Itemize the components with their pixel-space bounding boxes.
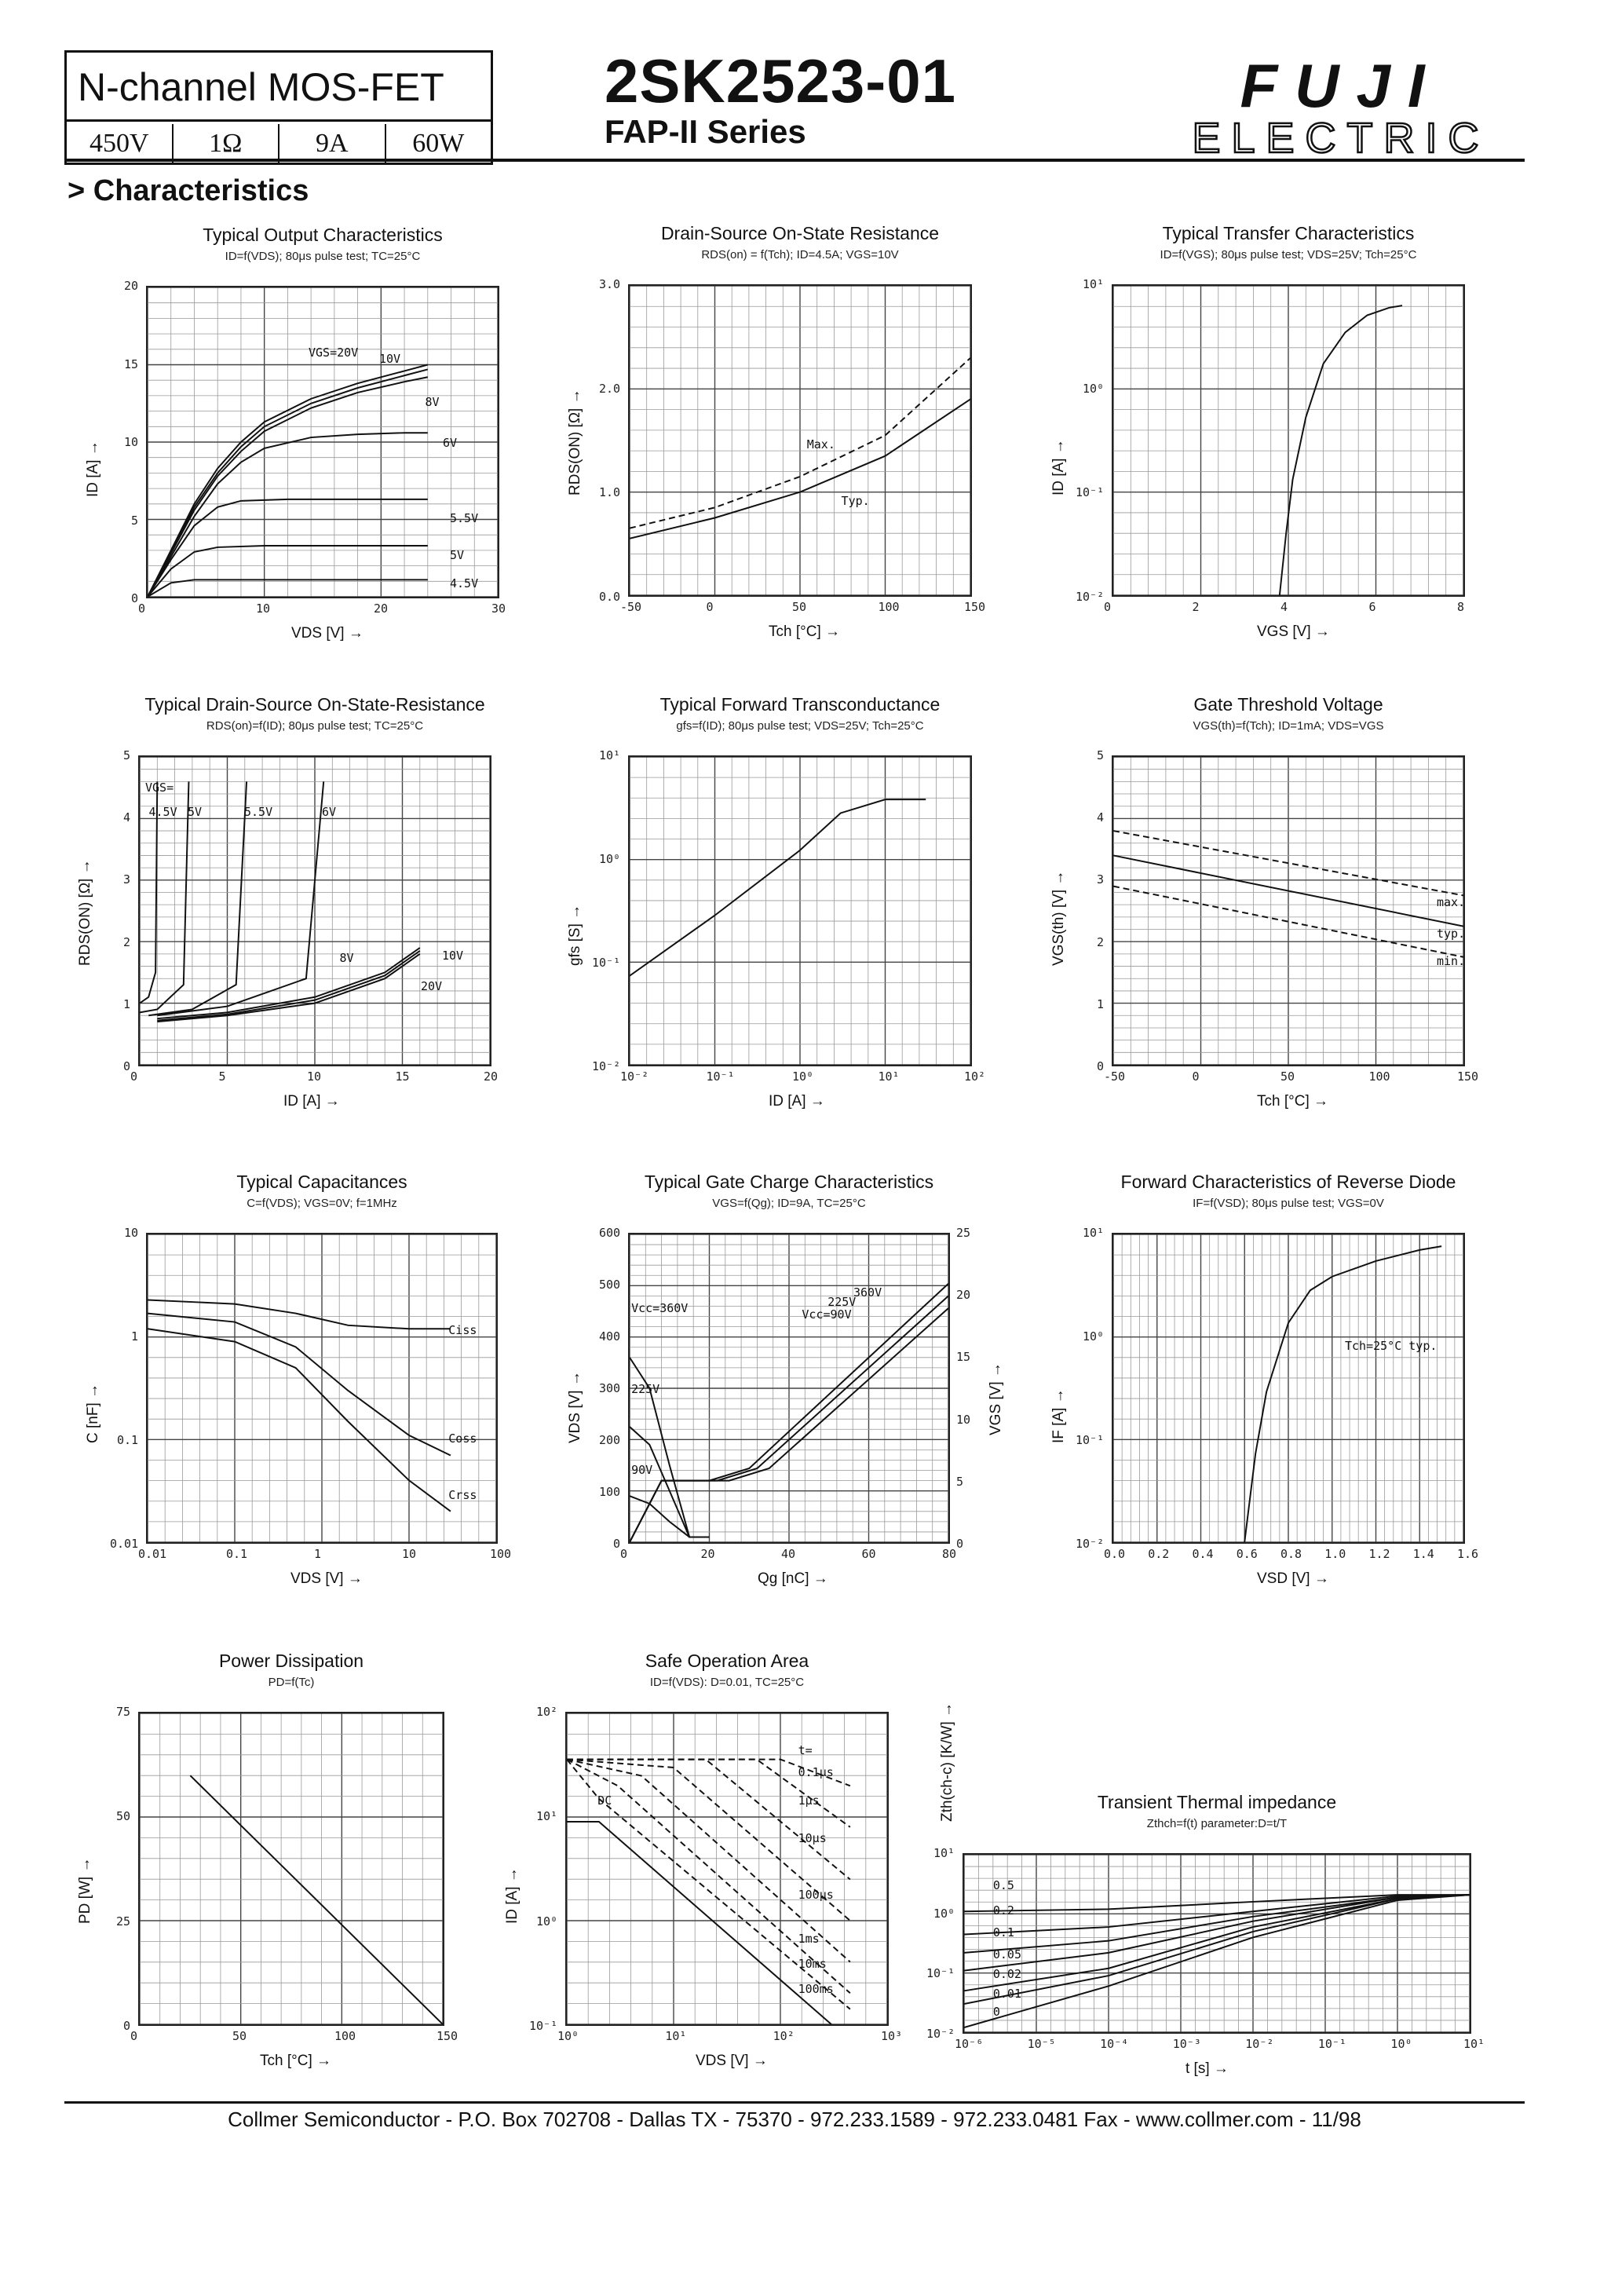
curve-label: typ. <box>1437 926 1466 941</box>
chart-title: Safe Operation Area <box>645 1651 809 1671</box>
y-tick-label: 10⁻² <box>592 1059 621 1073</box>
x-axis-label: VSD [V] → <box>1257 1570 1329 1587</box>
x-tick-label: 10 <box>256 601 271 616</box>
y-axis-label: gfs [S] → <box>567 904 583 966</box>
y-tick-label: 0 <box>123 2019 131 2033</box>
y-tick-label: 10⁻¹ <box>1076 1433 1105 1447</box>
curve-label: 0.2 <box>992 1903 1014 1918</box>
rating-resistance: 1Ω <box>174 124 280 163</box>
curve-label: Crss <box>448 1487 477 1502</box>
spec-box <box>64 50 493 165</box>
y-axis-label: ID [A] → <box>504 1867 521 1924</box>
plot-area <box>138 1712 444 2026</box>
plot-area <box>565 1712 889 2026</box>
plot-svg <box>630 1234 948 1542</box>
curve-label: 5V <box>450 548 465 563</box>
y2-tick-label: 15 <box>956 1350 971 1365</box>
y-tick-label: 5 <box>1097 748 1105 762</box>
chart-subtitle: VGS(th)=f(Tch); ID=1mA; VDS=VGS <box>1193 719 1384 733</box>
x-tick-label: 0 <box>706 600 714 614</box>
x-tick-label: 20 <box>374 601 389 616</box>
plot-svg <box>1113 757 1466 1065</box>
plot-area <box>138 755 491 1066</box>
chart-subtitle: Zthch=f(t) parameter:D=t/T <box>1146 1817 1288 1830</box>
chart-subtitle: ID=f(VDS): D=0.01, TC=25°C <box>649 1676 805 1689</box>
curve-label: max. <box>1437 895 1466 910</box>
y-tick-label: 0 <box>613 1537 621 1551</box>
x-tick-label: 150 <box>964 600 986 614</box>
x-tick-label: 10⁻¹ <box>706 1069 735 1084</box>
x-axis-label: ID [A] → <box>769 1093 825 1110</box>
x-tick-label: 15 <box>395 1069 410 1084</box>
x-tick-label: 50 <box>232 2029 247 2043</box>
chart-title: Gate Threshold Voltage <box>1193 694 1383 715</box>
series-name: FAP-II Series <box>605 113 806 150</box>
x-axis-label: Qg [nC] → <box>758 1570 828 1587</box>
y-tick-label: 10⁻¹ <box>529 2019 558 2033</box>
chart-subtitle: C=f(VDS); VGS=0V; f=1MHz <box>247 1197 397 1210</box>
curve-label: 5V <box>188 805 203 820</box>
curve-label: 0.01 <box>992 1987 1021 2002</box>
plot-area <box>146 1233 498 1544</box>
x-tick-label: 10⁻⁶ <box>955 2037 984 2051</box>
curve-label: 225V <box>827 1295 857 1310</box>
curve-label: 360V <box>853 1285 882 1300</box>
series-line-crss <box>148 1329 451 1511</box>
x-axis-label: t [s] → <box>1185 2060 1229 2077</box>
y-tick-label: 2.0 <box>599 381 621 396</box>
x-tick-label: 150 <box>1457 1069 1479 1084</box>
x-tick-label: 10¹ <box>665 2029 687 2043</box>
curve-label: 0.05 <box>992 1947 1021 1961</box>
y-tick-label: 10⁰ <box>933 1906 955 1921</box>
x-tick-label: 10³ <box>881 2029 903 2043</box>
x-tick-label: 8 <box>1457 600 1465 614</box>
x-tick-label: -50 <box>620 600 642 614</box>
y-axis-label: PD [W] → <box>77 1857 93 1924</box>
x-tick-label: 1.4 <box>1412 1547 1434 1561</box>
section-heading: > Characteristics <box>68 174 309 207</box>
y-tick-label: 200 <box>599 1433 621 1447</box>
y-tick-label: 10¹ <box>536 1809 558 1824</box>
plot-svg <box>630 757 970 1065</box>
chart-title: Typical Capacitances <box>236 1172 407 1192</box>
y2-tick-label: 0 <box>956 1537 964 1551</box>
y-tick-label: 600 <box>599 1226 621 1240</box>
series-line-20v <box>157 954 420 1022</box>
x-tick-label: 10¹ <box>1463 2037 1485 2051</box>
x-axis-label: VDS [V] → <box>696 2053 768 2069</box>
y-tick-label: 0.0 <box>599 590 621 604</box>
y-tick-label: 4 <box>123 810 131 825</box>
y2-axis-label: VGS [V] → <box>988 1362 1004 1435</box>
series-line-gfs <box>630 799 926 976</box>
series-line-8v <box>157 948 420 1018</box>
plot-svg <box>140 1713 443 2024</box>
curve-label: Tch=25°C typ. <box>1345 1338 1438 1353</box>
curve-label: 100ms <box>798 1982 834 1996</box>
curve-label: Ciss <box>448 1322 477 1337</box>
header-rule <box>64 159 1525 162</box>
curve-label: t= <box>798 1743 813 1757</box>
x-tick-label: 10⁰ <box>792 1069 814 1084</box>
y-tick-label: 100 <box>599 1485 621 1499</box>
y-axis-label: VDS [V] → <box>567 1371 583 1443</box>
y-tick-label: 10⁻² <box>1076 590 1105 604</box>
y-tick-label: 0.01 <box>110 1537 139 1551</box>
plot-area <box>1112 1233 1465 1544</box>
curve-label: min. <box>1437 954 1466 969</box>
y-tick-label: 10 <box>124 1226 139 1240</box>
y-tick-label: 20 <box>124 279 139 293</box>
chart-subtitle: ID=f(VGS); 80μs pulse test; VDS=25V; Tch=25°C <box>1160 248 1417 261</box>
y-axis-label: VGS(th) [V] → <box>1050 870 1067 966</box>
y-tick-label: 0.1 <box>117 1433 139 1447</box>
chart-title: Typical Forward Transconductance <box>659 694 941 715</box>
plot-svg <box>1113 286 1463 595</box>
series-line-dc <box>567 1822 831 2024</box>
x-tick-label: 0 <box>130 1069 138 1084</box>
x-tick-label: 10⁻¹ <box>1317 2037 1346 2051</box>
curve-label: 1ms <box>798 1932 820 1946</box>
y-tick-label: 10⁻² <box>926 2027 955 2041</box>
x-tick-label: 20 <box>484 1069 499 1084</box>
x-axis-label: Tch [°C] → <box>1257 1093 1329 1110</box>
y-tick-label: 4 <box>1097 810 1105 825</box>
y-tick-label: 2 <box>1097 934 1105 949</box>
x-axis-label: ID [A] → <box>283 1093 340 1110</box>
x-tick-label: 40 <box>781 1547 796 1561</box>
y-tick-label: 1 <box>131 1329 139 1344</box>
plot-area <box>628 1233 950 1544</box>
y-tick-label: 2 <box>123 934 131 949</box>
y-tick-label: 0 <box>1097 1059 1105 1073</box>
x-tick-label: 60 <box>861 1547 876 1561</box>
y-tick-label: 10⁰ <box>1083 1329 1105 1344</box>
series-line-0-05 <box>964 1895 1470 1970</box>
curve-label: DC <box>597 1793 612 1808</box>
x-axis-label: VDS [V] → <box>291 625 363 642</box>
curve-label: 0.02 <box>992 1966 1021 1981</box>
y-tick-label: 10⁰ <box>1083 381 1105 396</box>
chart-subtitle: VGS=f(Qg); ID=9A, TC=25°C <box>712 1197 866 1210</box>
plot-area <box>628 755 972 1066</box>
curve-label: 10μs <box>798 1831 827 1845</box>
x-tick-label: 0.6 <box>1236 1547 1258 1561</box>
plot-area <box>628 284 972 597</box>
curve-label: 10ms <box>798 1957 827 1971</box>
y-axis-label: RDS(ON) [Ω] → <box>77 859 93 966</box>
curve-label: 0.5 <box>992 1878 1014 1893</box>
chart-subtitle: IF=f(VSD); 80μs pulse test; VGS=0V <box>1193 1197 1384 1210</box>
y-tick-label: 75 <box>116 1705 131 1719</box>
y-tick-label: 3.0 <box>599 277 621 291</box>
plot-area <box>963 1853 1471 2034</box>
x-tick-label: 10⁻² <box>620 1069 649 1084</box>
x-tick-label: 0 <box>1104 600 1112 614</box>
plot-svg <box>964 1855 1470 2032</box>
y2-tick-label: 5 <box>956 1474 964 1489</box>
curve-label: 100μs <box>798 1888 834 1902</box>
x-tick-label: 10 <box>307 1069 322 1084</box>
y-tick-label: 500 <box>599 1278 621 1292</box>
x-tick-label: 50 <box>792 600 807 614</box>
curve-label: 4.5V <box>450 576 479 591</box>
curve-label: 0.1μs <box>798 1765 834 1779</box>
y-tick-label: 1 <box>1097 996 1105 1011</box>
x-tick-label: 0 <box>620 1547 628 1561</box>
curve-label: Max. <box>806 437 835 452</box>
curve-label: 0.1 <box>992 1925 1014 1940</box>
x-tick-label: 0 <box>130 2029 138 2043</box>
chart-subtitle: RDS(on)=f(ID); 80μs pulse test; TC=25°C <box>206 719 424 733</box>
y-axis-label: ID [A] → <box>1050 439 1067 495</box>
rating-power: 60W <box>412 129 465 158</box>
y-tick-label: 10¹ <box>1083 1226 1105 1240</box>
y-tick-label: 10¹ <box>599 748 621 762</box>
y-tick-label: 5 <box>123 748 131 762</box>
chart-title: Typical Drain-Source On-State-Resistance <box>144 694 485 715</box>
y-tick-label: 15 <box>124 356 139 371</box>
plot-area <box>1112 284 1465 597</box>
x-tick-label: 1.0 <box>1324 1547 1346 1561</box>
y-axis-label: IF [A] → <box>1050 1388 1067 1443</box>
x-axis-label: Tch [°C] → <box>260 2053 332 2069</box>
x-tick-label: 0.01 <box>138 1547 167 1561</box>
chart-subtitle: ID=f(VDS); 80μs pulse test; TC=25°C <box>225 250 421 263</box>
curve-label: Coss <box>448 1431 477 1446</box>
curve-label: 6V <box>443 436 458 451</box>
x-tick-label: 10⁻⁴ <box>1100 2037 1129 2051</box>
y-tick-label: 50 <box>116 1809 131 1824</box>
x-tick-label: 150 <box>437 2029 458 2043</box>
y-tick-label: 1 <box>123 996 131 1011</box>
x-tick-label: 5 <box>218 1069 226 1084</box>
x-axis-label: Tch [°C] → <box>769 623 841 640</box>
x-tick-label: 0.8 <box>1280 1547 1302 1561</box>
x-tick-label: 80 <box>942 1547 957 1561</box>
y-tick-label: 1.0 <box>599 485 621 500</box>
x-tick-label: 0.0 <box>1104 1547 1126 1561</box>
y-tick-label: 10 <box>124 435 139 449</box>
x-tick-label: 100 <box>1368 1069 1390 1084</box>
series-line-ciss <box>148 1300 451 1329</box>
logo-brand-top: FUJI <box>1240 55 1442 120</box>
series-line-coss <box>148 1314 451 1456</box>
chart-title: Typical Gate Charge Characteristics <box>644 1172 934 1192</box>
curve-label: 6V <box>322 805 337 820</box>
x-tick-label: 10⁻³ <box>1172 2037 1201 2051</box>
ratings-row <box>67 124 491 163</box>
x-tick-label: 10 <box>402 1547 417 1561</box>
x-tick-label: 0 <box>138 601 146 616</box>
plot-svg <box>567 1713 887 2024</box>
x-tick-label: 2 <box>1192 600 1200 614</box>
curve-label: Vcc=90V <box>802 1307 852 1322</box>
x-tick-label: 10⁻² <box>1245 2037 1274 2051</box>
y2-tick-label: 20 <box>956 1288 971 1303</box>
curve-label: 1μs <box>798 1793 820 1808</box>
x-tick-label: 6 <box>1368 600 1376 614</box>
curve-label: 10V <box>379 351 401 366</box>
plot-svg <box>140 757 490 1065</box>
chart-title: Drain-Source On-State Resistance <box>660 223 940 243</box>
x-tick-label: 4 <box>1280 600 1288 614</box>
y-tick-label: 0 <box>131 591 139 605</box>
x-tick-label: 0.4 <box>1192 1547 1214 1561</box>
chart-subtitle: RDS(on) = f(Tch); ID=4.5A; VGS=10V <box>701 248 899 261</box>
y-axis-label: ID [A] → <box>85 441 101 497</box>
rating-voltage: 450V <box>67 124 174 163</box>
curve-label: 90V <box>631 1463 653 1478</box>
x-tick-label: 50 <box>1280 1069 1295 1084</box>
plot-area <box>1112 755 1465 1066</box>
x-tick-label: 1.6 <box>1457 1547 1479 1561</box>
curve-label: 4.5V <box>148 805 177 820</box>
footer-rule <box>64 2101 1525 2104</box>
logo-brand-bottom: ELECTRIC <box>1192 115 1490 159</box>
chart-title: Forward Characteristics of Reverse Diode <box>1120 1172 1456 1192</box>
y-tick-label: 5 <box>131 513 139 528</box>
curve-label: 8V <box>425 395 440 410</box>
y-tick-label: 25 <box>116 1914 131 1929</box>
curve-label: Vcc=360V <box>631 1301 689 1316</box>
y2-tick-label: 25 <box>956 1226 971 1240</box>
curve-label: 5.5V <box>450 510 479 525</box>
y-tick-label: 300 <box>599 1381 621 1395</box>
x-axis-label: VGS [V] → <box>1257 623 1330 640</box>
chart-title: Typical Transfer Characteristics <box>1162 223 1415 243</box>
y-tick-label: 3 <box>1097 872 1105 887</box>
y-tick-label: 0 <box>123 1059 131 1073</box>
x-tick-label: 10¹ <box>878 1069 900 1084</box>
x-tick-label: 10⁻⁵ <box>1027 2037 1056 2051</box>
y-tick-label: 10⁰ <box>599 852 621 866</box>
x-tick-label: 10⁰ <box>557 2029 579 2043</box>
y-axis-label: C [nF] → <box>85 1383 101 1443</box>
footer-text: Collmer Semiconductor - P.O. Box 702708 - Dallas TX - 75370 - 972.233.1589 - 972.233.0481 Fax - www.collmer.com - 11/98 <box>228 2108 1361 2131</box>
x-tick-label: 0 <box>1192 1069 1200 1084</box>
chart-title: Power Dissipation <box>218 1651 364 1671</box>
curve-label: 225V <box>631 1382 660 1397</box>
y-tick-label: 10⁻¹ <box>1076 485 1105 500</box>
x-tick-label: 0.2 <box>1148 1547 1170 1561</box>
series-line-tch-25-c-typ- <box>1244 1246 1441 1542</box>
x-tick-label: 1.2 <box>1368 1547 1390 1561</box>
x-tick-label: 10⁰ <box>1390 2037 1412 2051</box>
y-axis-label: RDS(ON) [Ω] → <box>567 389 583 495</box>
chart-title: Typical Output Characteristics <box>203 225 443 245</box>
x-tick-label: 1 <box>314 1547 322 1561</box>
chart-subtitle: PD=f(Tc) <box>268 1676 315 1689</box>
y-tick-label: 10⁻¹ <box>592 956 621 970</box>
chart-subtitle: gfs=f(ID); 80μs pulse test; VDS=25V; Tch=25°C <box>676 719 924 733</box>
y-tick-label: 10¹ <box>1083 277 1105 291</box>
y-axis-label: Zth(ch-c) [K/W] → <box>939 1702 955 1822</box>
y2-tick-label: 10 <box>956 1412 971 1427</box>
curve-label: 10V <box>442 948 464 963</box>
x-tick-label: 100 <box>490 1547 512 1561</box>
x-tick-label: 100 <box>878 600 900 614</box>
curve-label: 0 <box>992 2005 1000 2020</box>
x-axis-label: VDS [V] → <box>290 1570 363 1587</box>
y-tick-label: 3 <box>123 872 131 887</box>
part-number: 2SK2523-01 <box>605 46 956 115</box>
x-tick-label: -50 <box>1104 1069 1126 1084</box>
plot-svg <box>630 286 970 595</box>
y-tick-label: 10¹ <box>933 1846 955 1860</box>
rating-current: 9A <box>279 124 386 163</box>
x-tick-label: 0.1 <box>226 1547 248 1561</box>
curve-label: VGS=20V <box>309 345 359 360</box>
y-tick-label: 10² <box>536 1705 558 1719</box>
curve-label: Typ. <box>841 493 870 508</box>
chart-title: Transient Thermal impedance <box>1097 1792 1337 1812</box>
y-tick-label: 10⁰ <box>536 1914 558 1929</box>
y-tick-label: 10⁻² <box>1076 1537 1105 1551</box>
device-type: N-channel MOS-FET <box>67 53 491 122</box>
x-tick-label: 30 <box>491 601 506 616</box>
x-tick-label: 100 <box>334 2029 356 2043</box>
plot-svg <box>148 1234 496 1542</box>
curve-label: 20V <box>421 979 443 994</box>
y-tick-label: 10⁻¹ <box>926 1966 955 1981</box>
fuji-electric-logo <box>1168 55 1514 159</box>
y-tick-label: 400 <box>599 1329 621 1344</box>
x-tick-label: 20 <box>700 1547 715 1561</box>
x-tick-label: 10² <box>773 2029 795 2043</box>
x-tick-label: 10² <box>964 1069 986 1084</box>
curve-label: 8V <box>339 951 354 966</box>
plot-svg <box>1113 1234 1463 1542</box>
curve-label: VGS= <box>145 780 174 795</box>
curve-label: 5.5V <box>244 805 273 820</box>
series-line-vds-vcc-90v <box>630 1496 710 1537</box>
